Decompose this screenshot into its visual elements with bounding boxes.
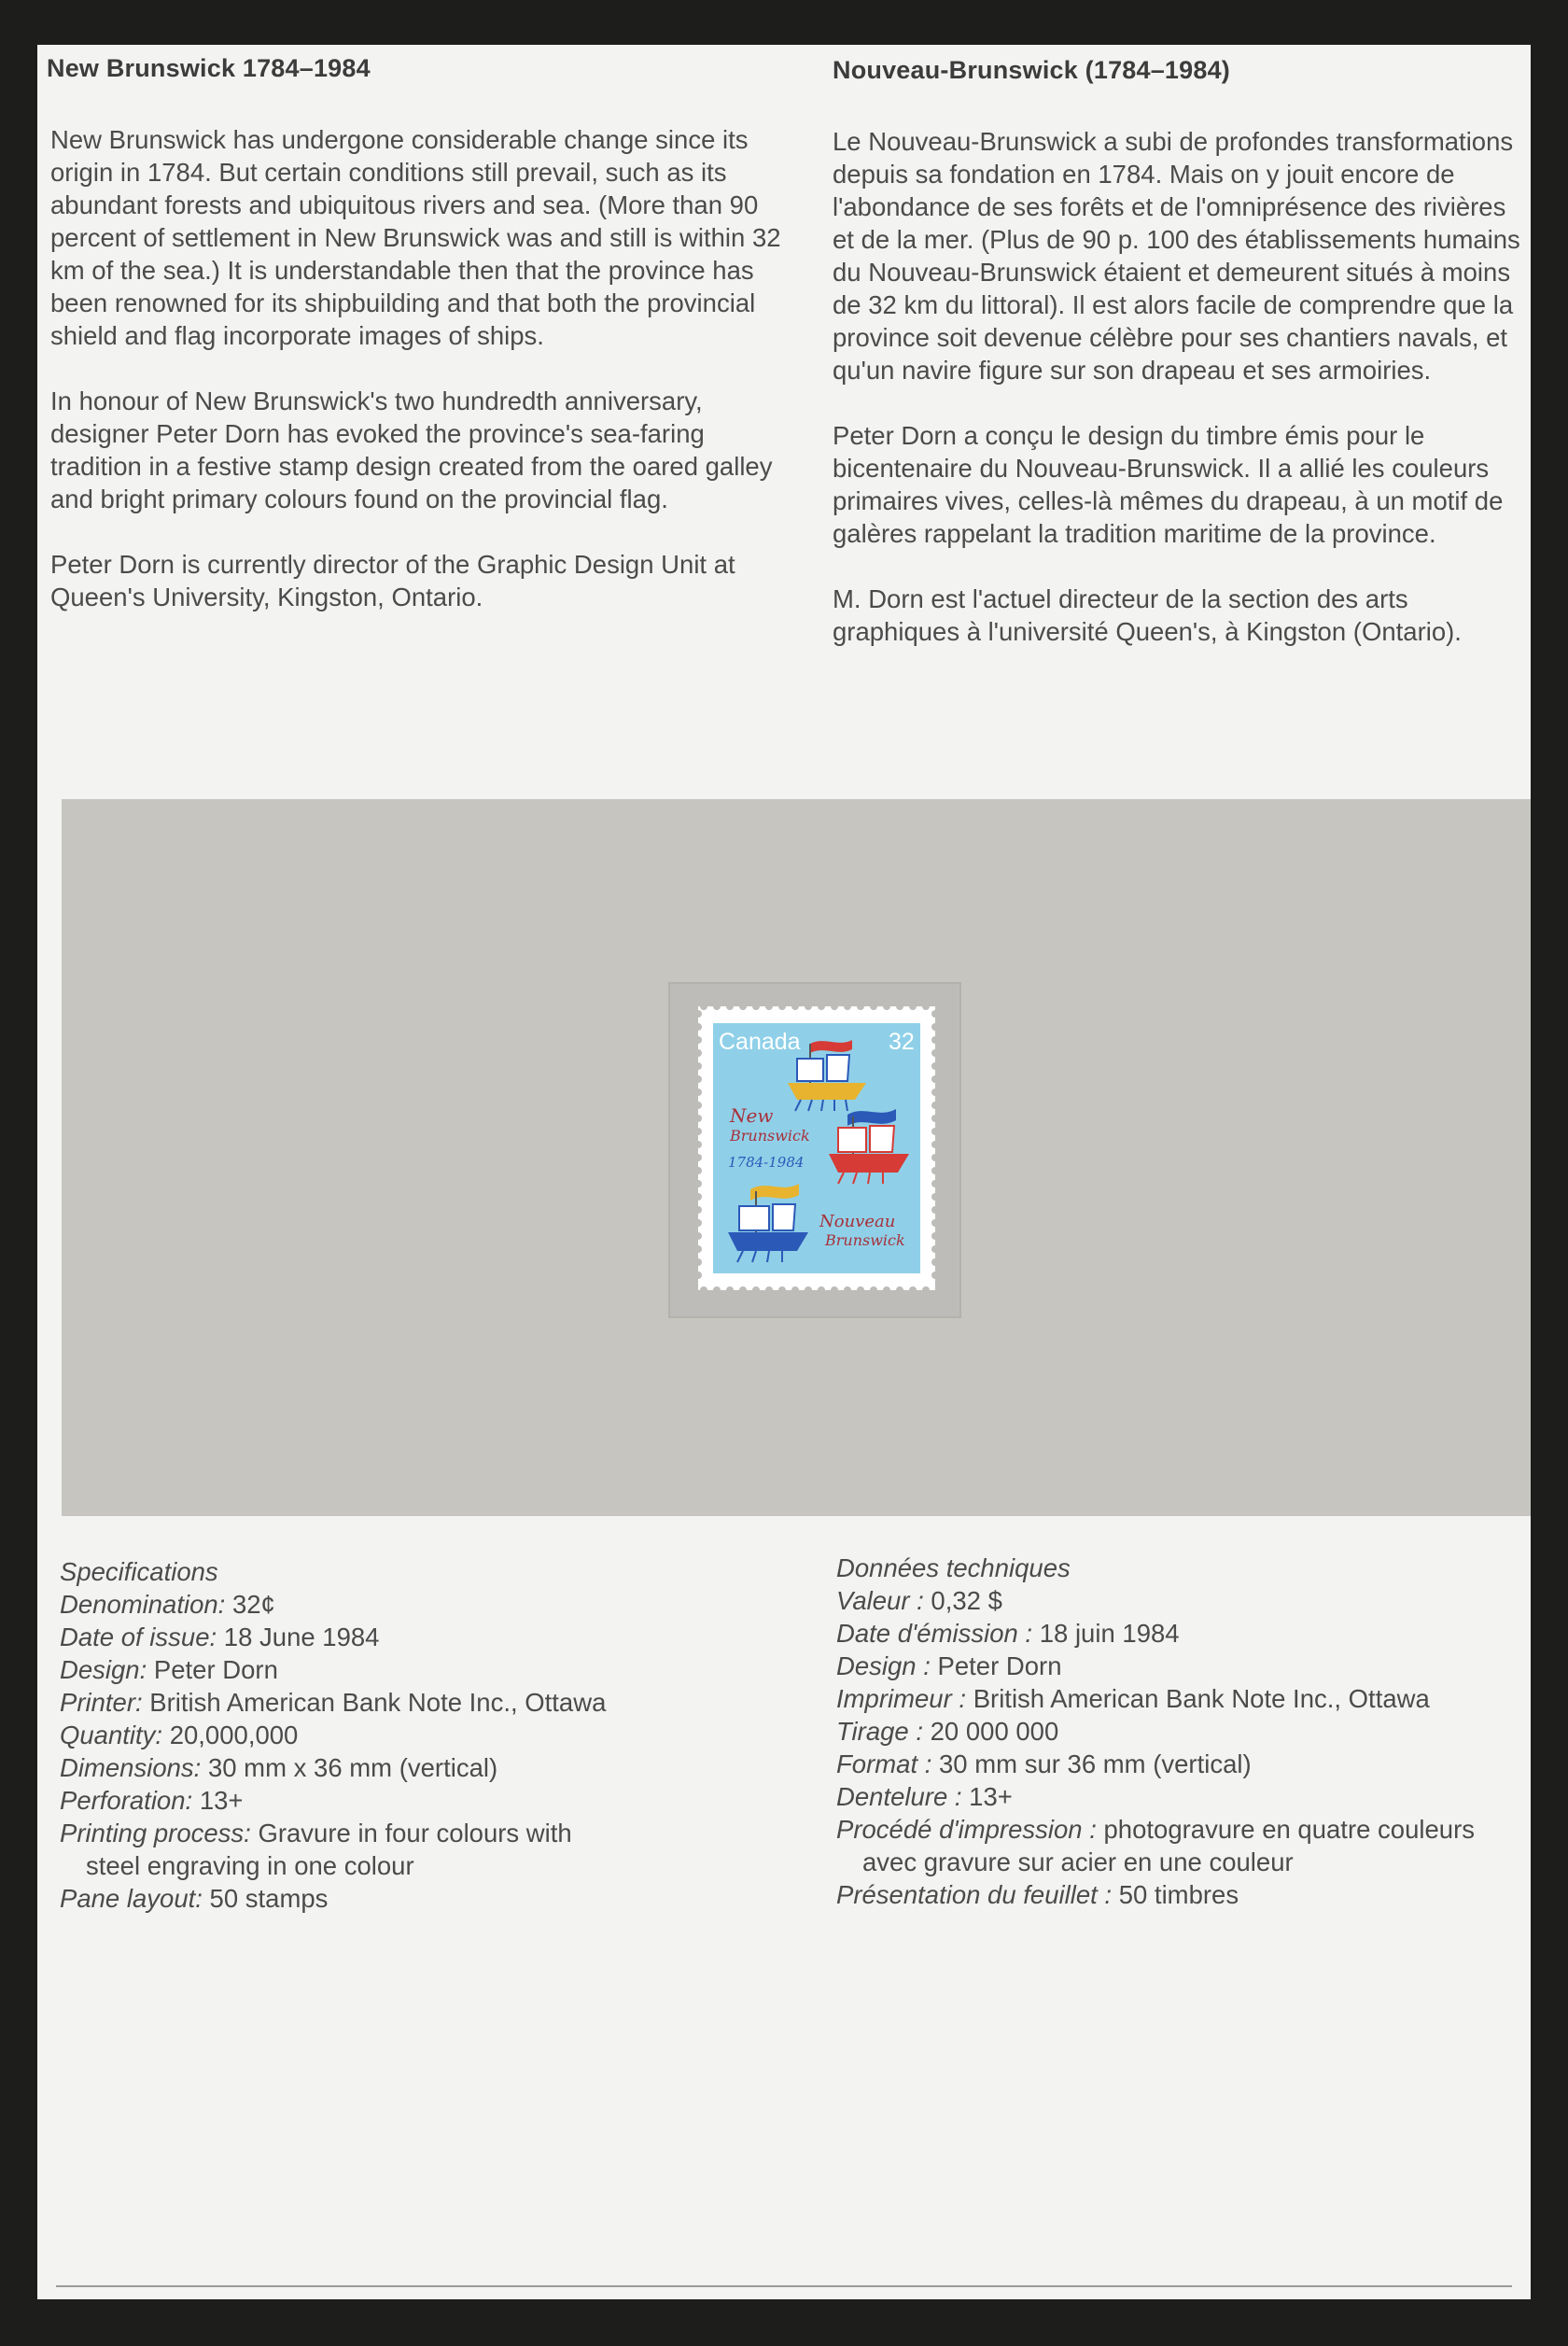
spec-row: Printing process: Gravure in four colours with (60, 1819, 572, 1847)
spec-row: Pane layout: 50 stamps (60, 1884, 329, 1913)
spec-row: Imprimeur : British American Bank Note Inc., Ottawa (836, 1684, 1430, 1713)
french-paragraph: Peter Dorn a conçu le design du timbre émis pour le bicentenaire du Nouveau-Brunswick. Il a allié les couleurs primaires vives, celles-là mêmes du drapeau, à un motif de galères rappelant la tradition maritime de la province. (833, 421, 1504, 548)
spec-row: Présentation du feuillet : 50 timbres (836, 1880, 1239, 1909)
spec-row: Procédé d'impression : photogravure en quatre couleurs (836, 1815, 1475, 1844)
stamp-denomination: 32 (889, 1029, 915, 1055)
stamp-mount-card (62, 799, 1531, 1516)
stamp-title-fr-line1: Nouveau (819, 1212, 896, 1231)
spec-row: Denomination: 32¢ (60, 1590, 275, 1619)
spec-row: Format : 30 mm sur 36 mm (vertical) (836, 1749, 1252, 1778)
english-paragraph: Peter Dorn is currently director of the Graphic Design Unit at Queen's University, Kingston, Ontario. (50, 550, 735, 611)
spec-row: Tirage : 20 000 000 (836, 1717, 1059, 1746)
spec-row: Date of issue: 18 June 1984 (60, 1623, 380, 1651)
stamp-years: 1784-1984 (728, 1154, 805, 1171)
spec-row: Design: Peter Dorn (60, 1655, 278, 1684)
french-paragraph: Le Nouveau-Brunswick a subi de profondes transformations depuis sa fondation en 1784. Mais on y jouit encore de l'abondance de ses forêts et de l'omniprésence des rivières et de la mer. (Plus de 90 p. 100 des établissements humains du Nouveau-Brunswick étaient et demeurent situés à moins de 32 km du littoral). Il est alors facile de comprendre que la province soit devenue célèbre pour ses chantiers navals, et qu'un navire figure sur son drapeau et ses armoiries. (833, 127, 1520, 385)
english-heading: New Brunswick 1784–1984 (47, 54, 371, 82)
french-specifications (836, 1552, 1527, 1911)
spec-row-continuation: avec gravure sur acier en une couleur (862, 1847, 1294, 1876)
album-page (37, 45, 1531, 2299)
spec-row: Dentelure : 13+ (836, 1782, 1013, 1811)
bottom-rule (56, 2285, 1512, 2287)
spec-row: Dimensions: 30 mm x 36 mm (vertical) (60, 1753, 498, 1782)
spec-row: Date d'émission : 18 juin 1984 (836, 1619, 1180, 1648)
specs-title: Specifications (60, 1557, 218, 1586)
stamp-image (698, 1006, 935, 1290)
stamp-title-fr-line2: Brunswick (825, 1231, 905, 1249)
spec-row: Quantity: 20,000,000 (60, 1721, 299, 1749)
english-specifications (60, 1555, 806, 1915)
stamp-country: Canada (719, 1029, 801, 1055)
stamp-title-en-line2: Brunswick (730, 1127, 810, 1145)
spec-row: Design : Peter Dorn (836, 1651, 1062, 1680)
french-heading: Nouveau-Brunswick (1784–1984) (833, 56, 1230, 84)
spec-row-continuation: steel engraving in one colour (86, 1851, 414, 1880)
french-paragraph: M. Dorn est l'actuel directeur de la section des arts graphiques à l'université Queen's, à Kingston (Ontario). (833, 584, 1462, 646)
stamp-holder (668, 982, 961, 1318)
english-paragraph: In honour of New Brunswick's two hundredth anniversary, designer Peter Dorn has evoked the province's sea-faring tradition in a festive stamp design created from the oared galley and bright primary colours found on the provincial flag. (50, 386, 773, 513)
spec-row: Valeur : 0,32 $ (836, 1586, 1002, 1615)
english-paragraph: New Brunswick has undergone considerable change since its origin in 1784. But certain conditions still prevail, such as its abundant forests and ubiquitous rivers and sea. (More than 90 percent of settlement in New Brunswick was and still is within 32 km of the sea.) It is understandable then that the province has been renowned for its shipbuilding and that both the provincial shield and flag incorporate images of ships. (50, 125, 781, 350)
spec-row: Printer: British American Bank Note Inc., Ottawa (60, 1688, 607, 1717)
english-text (50, 123, 797, 646)
stamp-title-en-line1: New (730, 1104, 774, 1127)
specs-title: Données techniques (836, 1553, 1071, 1582)
spec-row: Perforation: 13+ (60, 1786, 244, 1815)
french-text (833, 125, 1523, 681)
